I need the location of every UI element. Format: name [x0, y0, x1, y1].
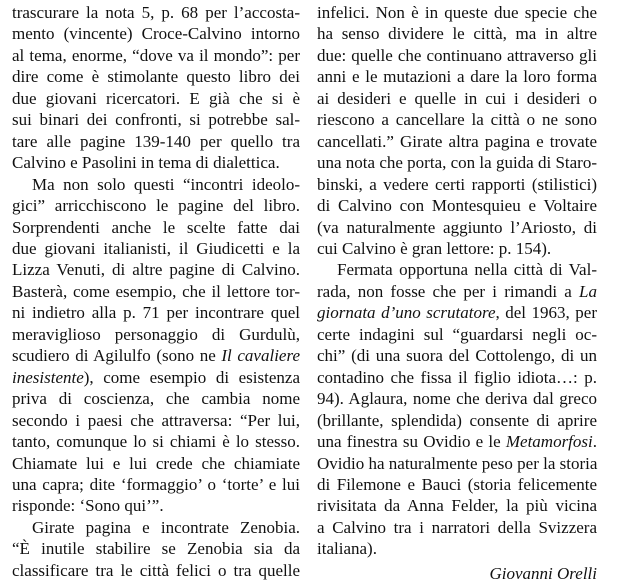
- text-line: riescono a cancellare la città o ne sono: [317, 110, 597, 130]
- text-line: mento (vincente) Croce-Calvino intorno: [12, 24, 300, 44]
- text-line: certe indagini sul “guardarsi negli oc-: [317, 324, 597, 344]
- text-line: 94). Aglaura, nome che deriva dal greco: [317, 389, 597, 409]
- text-line: anni e le mutazioni a dare la loro forma: [317, 67, 597, 87]
- text-line: una nota che porta, con la guida di Staro-: [317, 153, 597, 173]
- text-line: Ma non solo questi “incontri ideolo-: [32, 174, 300, 194]
- left-column: [12, 2, 300, 581]
- text-line: secondo i paesi che attraversa: “Per lui,: [12, 410, 300, 430]
- text-line: cancellati.” Girate altra pagina e trovate: [317, 131, 597, 151]
- text-line: infelici. Non è in queste due specie che: [317, 3, 597, 22]
- text-line: Calvino e Pasolini in tema di dialettica.: [12, 153, 280, 173]
- text-line: una finestra su Ovidio e le Metamorfosi.: [317, 432, 597, 452]
- text-line: “È inutile stabilire se Zenobia sia da: [12, 539, 300, 559]
- text-line: priva di coscienza, che cambia nome: [12, 389, 300, 409]
- text-line: scudiero di Agilulfo (sono ne Il cavaliere: [12, 346, 301, 366]
- text-line: due giovani italianisti, il Giudicetti e la: [12, 238, 300, 258]
- text-line: Fermata opportuna nella città di Val-: [337, 260, 597, 280]
- text-line: Sorprendenti anche le scelte fatte dai: [12, 217, 300, 237]
- text-line: di Calvino con Montesquieu e Voltaire: [317, 196, 597, 216]
- text-line: dire come è stimolante questo libro dei: [12, 67, 300, 87]
- text-line: risponde: ‘Sono qui’”.: [12, 496, 164, 516]
- text-line: contadino che fissa il figlio idiota…: p.: [317, 367, 597, 387]
- text-line: Basterà, come esempio, che il lettore tor-: [12, 281, 300, 301]
- text-line: Girate pagina e incontrate Zenobia.: [32, 517, 300, 537]
- text-line: a Calvino tra i narratori della Svizzera: [317, 517, 597, 537]
- text-line: (brillante, splendida) consente di aprire: [317, 410, 597, 430]
- text-line: due: quelle che continuano attraverso gli: [317, 45, 597, 65]
- text-line: di Filemone e Bauci (storia felicemente: [317, 474, 597, 494]
- text-line: al tema, enorme, “dove va il mondo”: per: [12, 45, 300, 65]
- text-line: inesistente), come esempio di esistenza: [12, 367, 300, 387]
- text-line: rada, non fosse che per i rimandi a La: [317, 281, 597, 301]
- right-column: [317, 2, 597, 584]
- text-line: Lizza Venuti, di altre pagine di Calvino.: [12, 260, 300, 280]
- text-line: ai desideri e quelle in cui i desideri o: [317, 88, 597, 108]
- text-line: cui Calvino è gran lettore: p. 154).: [317, 238, 552, 258]
- text-line: sui binari dei confronti, si potrebbe sal-: [12, 110, 300, 130]
- author-signature: Giovanni Orelli: [489, 563, 597, 583]
- text-line: (va naturalmente aggiunto l’Ariosto, di: [317, 217, 597, 237]
- text-line: trascurare la nota 5, p. 68 per l’accosta-: [12, 3, 300, 22]
- text-line: Ovidio ha naturalmente peso per la storia: [317, 453, 598, 473]
- text-line: meraviglioso personaggio di Gurdulù,: [12, 324, 300, 344]
- text-line: giornata d’uno scrutatore, del 1963, per: [317, 303, 597, 323]
- text-line: classificare tra le città felici o tra quelle: [12, 560, 300, 580]
- text-line: binski, a vedere certi rapporti (stilistici): [317, 174, 597, 194]
- text-line: Chiamate lui e lui crede che chiamiate: [12, 453, 300, 473]
- text-line: tanto, comunque lo si chiami è lo stesso.: [12, 432, 300, 452]
- text-line: due giovani ricercatori. E già che si è: [12, 88, 300, 108]
- text-line: ha senso dividere le città, ma in altre: [317, 24, 597, 44]
- text-line: una capra; dite ‘formaggio’ o ‘torte’ e lui: [12, 474, 300, 494]
- text-line: gici” arricchiscono le pagine del libro.: [12, 196, 300, 216]
- text-line: italiana).: [317, 539, 377, 559]
- text-line: ni indietro alla p. 71 per incontrare quel: [12, 303, 300, 323]
- right-column-lines: [317, 2, 597, 560]
- text-line: chi” (di una suora del Cottolengo, di un: [317, 346, 597, 366]
- text-line: tare alle pagine 139-140 per quello tra: [12, 131, 300, 151]
- text-line: rivisitata da Anna Felder, la più vicina: [317, 496, 597, 516]
